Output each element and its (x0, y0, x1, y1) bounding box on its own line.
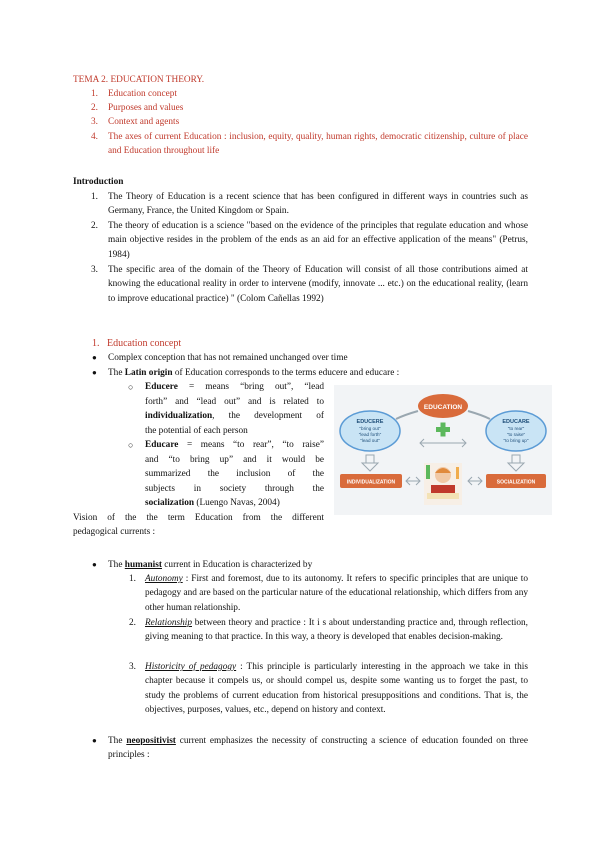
bullet-icon: ● (92, 368, 97, 377)
text-run: : First and foremost, due to its autonomy. It refers to specific principles that are unique to pedagogy and are based on the particular nature of the educational relationship, which differs from any other human relationship. (145, 574, 528, 613)
educare-line: subjects in society through the (145, 484, 324, 494)
educere-oval (340, 411, 400, 451)
down-arrow-icon (362, 455, 378, 471)
intro-item: The theory of education is a science "based on the evidence of the principles that regulate education and whose main objective resides in the problem of the ends as an aid for an effective application of the means" (Petrus, 1984) (108, 221, 528, 260)
toc-number: 3. (91, 117, 98, 127)
toc-item: The axes of current Education : inclusion, equity, quality, human rights, democratic citizenship, culture of place and Education throughout life (108, 132, 528, 157)
educare-term: "to raise" (506, 432, 526, 437)
bold-term: neopositivist (126, 736, 176, 746)
bullet-icon: ● (92, 353, 97, 362)
individualization-label: INDIVIDUALIZATION (346, 479, 396, 486)
arrow-icon (468, 411, 490, 419)
bold-term: individualization (145, 411, 213, 421)
education-diagram (334, 385, 552, 515)
double-arrow-icon (468, 477, 482, 485)
doc-title: TEMA 2. EDUCATION THEORY. (73, 75, 205, 85)
educere-line (145, 409, 324, 423)
bold-term: Educare (145, 440, 179, 450)
educere-term: "lead out" (360, 438, 380, 443)
text-run: current emphasizes the necessity of constructing a science of education founded on three principles : (108, 736, 528, 761)
text-run: The (108, 736, 127, 746)
diagram-svg (334, 385, 552, 515)
double-arrow-icon (420, 439, 466, 447)
bold-term: humanist (124, 560, 162, 570)
toc-number: 4. (91, 132, 98, 142)
vision-line: Vision of the the term Education from the different (73, 513, 324, 523)
educere-term: "bring out" (359, 426, 381, 431)
educere-title: EDUCERE (356, 419, 384, 425)
intro-number: 2. (91, 221, 98, 231)
bullet-icon: ● (92, 560, 97, 569)
intro-item: The specific area of the domain of the Theory of Education will consist of all those contributions aimed at knowing the educational reality in order to intervene (modify, innovate ... etc.) on the educational reality, (learn to improve educational practice) " (Colom Cañellas 1992) (108, 265, 528, 304)
educare-line (145, 496, 280, 510)
educare-term: "to bring up" (503, 438, 529, 443)
text-run: = means “bring out”, “lead (177, 382, 324, 392)
sub-item (145, 660, 528, 718)
italic-term: Relationship (145, 618, 192, 628)
text-run: between theory and practice : It i s about understanding practice and, through reflection, giving meaning to that practice. In this way, a theory is developed that enables decision-making. (145, 618, 528, 643)
bullet-icon: ● (92, 736, 97, 745)
text-run: current in Education is characterized by (161, 560, 313, 570)
text-run: : This principle is particularly interesting in the approach we take in this chapter because it compels us, or should compel us, despite some wanting us to forget the past, to study the problems of current education from historical presuppositions and conditions. That is, the objectives, purposes, values, etc., depend on history and context. (145, 662, 528, 716)
plus-icon (436, 423, 450, 437)
bullet-text: Complex conception that has not remained unchanged over time (108, 353, 348, 363)
diagram-center-label: EDUCATION (423, 404, 463, 411)
intro-number: 1. (91, 192, 98, 202)
toc-item: Purposes and values (108, 103, 184, 113)
educare-line (145, 438, 324, 452)
section-heading: 1. Education concept (92, 338, 182, 349)
educare-term: "to rear" (507, 426, 525, 431)
sub-item (145, 616, 528, 645)
intro-item: The Theory of Education is a recent science that has been configured in different ways in countries such as Germany, France, the United Kingdom or Spain. (108, 192, 528, 217)
circle-bullet-icon: ○ (128, 440, 134, 450)
text-run: = means “to rear”, “to raise” (178, 440, 324, 450)
educere-line: the potential of each person (145, 426, 248, 436)
bold-term: Latin origin (124, 368, 173, 378)
toc-item: Education concept (108, 89, 177, 99)
bullet-text (108, 734, 528, 763)
sub-number: 3. (129, 662, 136, 672)
bullet-text (108, 366, 399, 380)
educare-line: summarized the inclusion of the (145, 469, 324, 479)
bold-term: Educere (145, 382, 178, 392)
child-reading-image (424, 463, 462, 505)
text-run: (Luengo Navas, 2004) (194, 498, 280, 508)
intro-heading: Introduction (73, 177, 124, 187)
bullet-text (108, 558, 312, 572)
educere-term: "lead forth" (358, 432, 382, 437)
sub-number: 1. (129, 574, 136, 584)
text-run: The (108, 368, 125, 378)
double-arrow-icon (406, 477, 420, 485)
educere-line: forth” and “lead out” and is related to (145, 397, 324, 407)
text-run: , the development of (212, 411, 324, 421)
italic-term: Historicity of pedagogy (145, 662, 237, 672)
educere-line (145, 380, 324, 394)
italic-term: Autonomy (145, 574, 183, 584)
toc-item: Context and agents (108, 117, 180, 127)
educare-line: and “to bring up” and it would be (145, 455, 324, 465)
down-arrow-icon (508, 455, 524, 471)
toc-number: 2. (91, 103, 98, 113)
bold-term: socialization (145, 498, 195, 508)
text-run: The (108, 560, 125, 570)
text-run: of Education corresponds to the terms educere and educare : (172, 368, 400, 378)
intro-number: 3. (91, 265, 98, 275)
socialization-label: SOCIALIZATION (496, 479, 536, 486)
educare-title: EDUCARE (502, 419, 530, 425)
circle-bullet-icon: ○ (128, 382, 134, 392)
toc-number: 1. (91, 89, 98, 99)
arrow-icon (396, 411, 418, 419)
sub-item (145, 572, 528, 615)
educare-oval (486, 411, 546, 451)
vision-line: pedagogical currents : (73, 527, 156, 537)
sub-number: 2. (129, 618, 136, 628)
